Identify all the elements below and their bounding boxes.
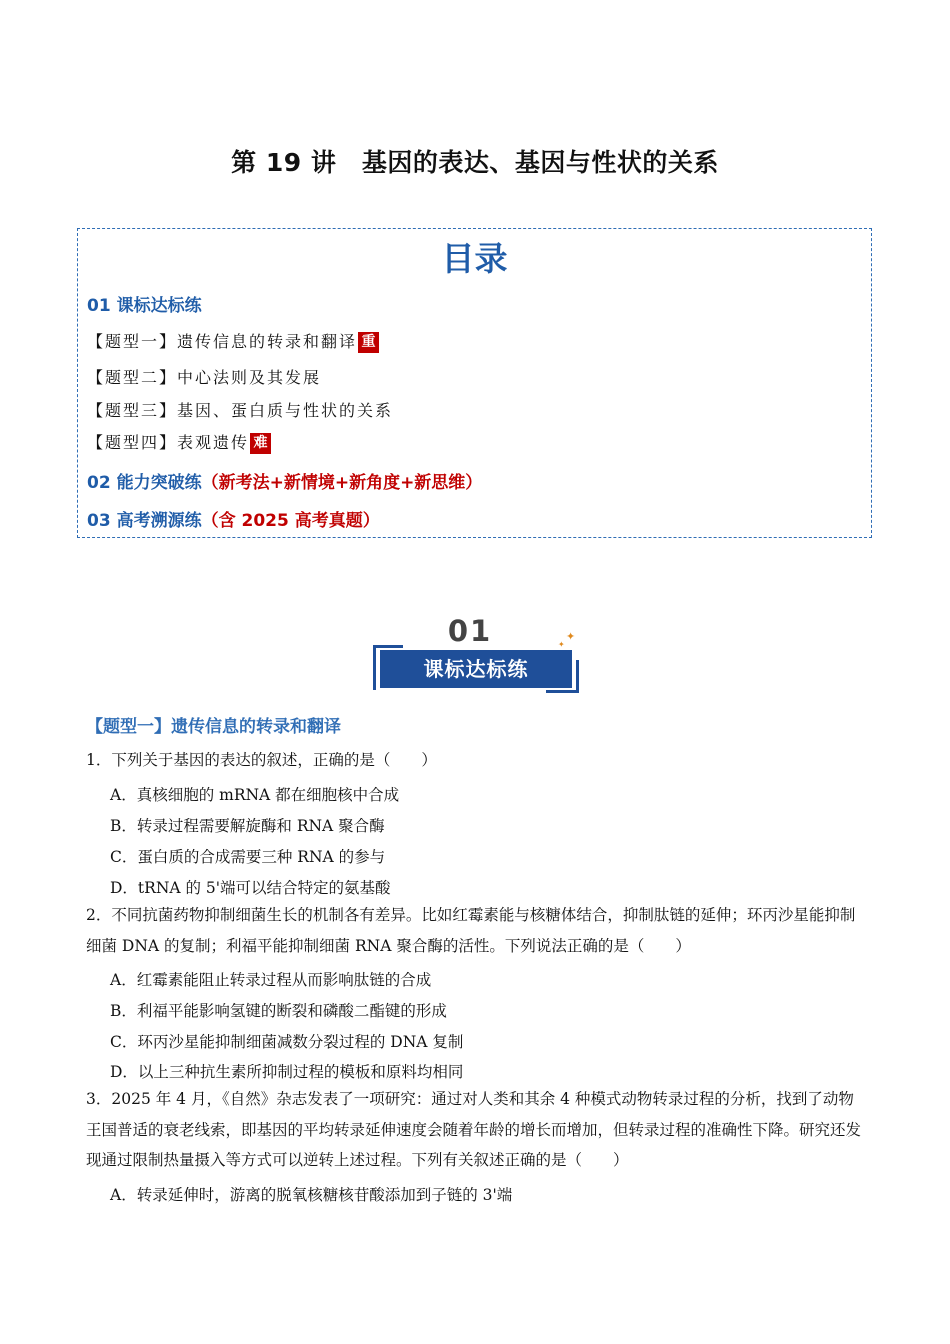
question-1-option-d: D．tRNA 的 5'端可以结合特定的氨基酸: [110, 879, 391, 897]
toc-section-3-label: 03 高考溯源练: [87, 511, 202, 531]
banner-bracket-bottom: [546, 690, 579, 693]
toc-section-1[interactable]: 01 课标达标练: [87, 296, 202, 316]
question-2-stem: 2．不同抗菌药物抑制细菌生长的机制各有差异。比如红霉素能与核糖体结合，抑制肽链的延伸；环丙沙星能抑制细菌 DNA 的复制；利福平能抑制细菌 RNA 聚合酶的活性。下列说法正确的是（ ）: [86, 906, 856, 955]
banner-label: 课标达标练: [380, 650, 572, 688]
question-2-option-a: A．红霉素能阻止转录过程从而影响肽链的合成: [110, 971, 432, 989]
toc-section-3-note: （含 2025 高考真题）: [201, 511, 380, 531]
question-2-option-b: B．利福平能影响氢键的断裂和磷酸二酯键的形成: [110, 1002, 447, 1020]
sparkle-icon: ✦: [566, 630, 576, 643]
toc-section-3[interactable]: [87, 506, 380, 531]
toc-section-2[interactable]: [87, 468, 482, 493]
banner-bracket-left: [373, 645, 376, 690]
toc-item-label: 【题型二】中心法则及其发展: [87, 368, 322, 387]
question-1-option-c: C．蛋白质的合成需要三种 RNA 的参与: [110, 848, 386, 866]
question-2-option-d: D．以上三种抗生素所抑制过程的模板和原料均相同: [110, 1063, 464, 1081]
question-2-option-c: C．环丙沙星能抑制细菌减数分裂过程的 DNA 复制: [110, 1033, 464, 1051]
toc-item-label: 【题型一】遗传信息的转录和翻译: [87, 332, 358, 351]
toc-item-3[interactable]: [87, 398, 393, 421]
toc-section-2-note: （新考法+新情境+新角度+新思维）: [201, 473, 483, 493]
toc-item-1[interactable]: [87, 329, 379, 353]
toc-item-label: 【题型四】表观遗传: [87, 433, 250, 452]
toc-item-label: 【题型三】基因、蛋白质与性状的关系: [87, 401, 394, 420]
important-badge: 重: [358, 332, 379, 353]
banner-number: 01: [447, 614, 493, 648]
question-1-option-b: B．转录过程需要解旋酶和 RNA 聚合酶: [110, 817, 385, 835]
difficult-badge: 难: [250, 433, 271, 454]
question-3-stem: 3．2025 年 4 月，《自然》杂志发表了一项研究：通过对人类和其余 4 种模式动物转录过程的分析，找到了动物王国普适的衰老线索，即基因的平均转录延伸速度会随着年龄的增长而增加，但转录过程的准确性下降。研究还发现通过限制热量摄入等方式可以逆转上述过程。下列有关叙述正确的是（ ）: [86, 1090, 862, 1169]
toc-item-2[interactable]: [87, 365, 321, 388]
question-1-stem: 1．下列关于基因的表达的叙述，正确的是（ ）: [86, 751, 437, 769]
sparkle-icon: ✦: [558, 640, 565, 649]
table-of-contents: [77, 228, 872, 538]
page-title: 第 19 讲 基因的表达、基因与性状的关系: [231, 148, 719, 177]
toc-section-2-label: 02 能力突破练: [87, 473, 202, 493]
banner-bracket-right: [576, 660, 579, 692]
banner-bracket-top: [373, 645, 403, 648]
toc-heading: 目录: [441, 239, 508, 278]
section-banner: [370, 612, 582, 696]
question-type-heading: 【题型一】遗传信息的转录和翻译: [86, 717, 341, 737]
toc-item-4[interactable]: [87, 430, 271, 454]
question-1-option-a: A．真核细胞的 mRNA 都在细胞核中合成: [110, 786, 400, 804]
question-3-option-a: A．转录延伸时，游离的脱氧核糖核苷酸添加到子链的 3'端: [110, 1186, 513, 1204]
